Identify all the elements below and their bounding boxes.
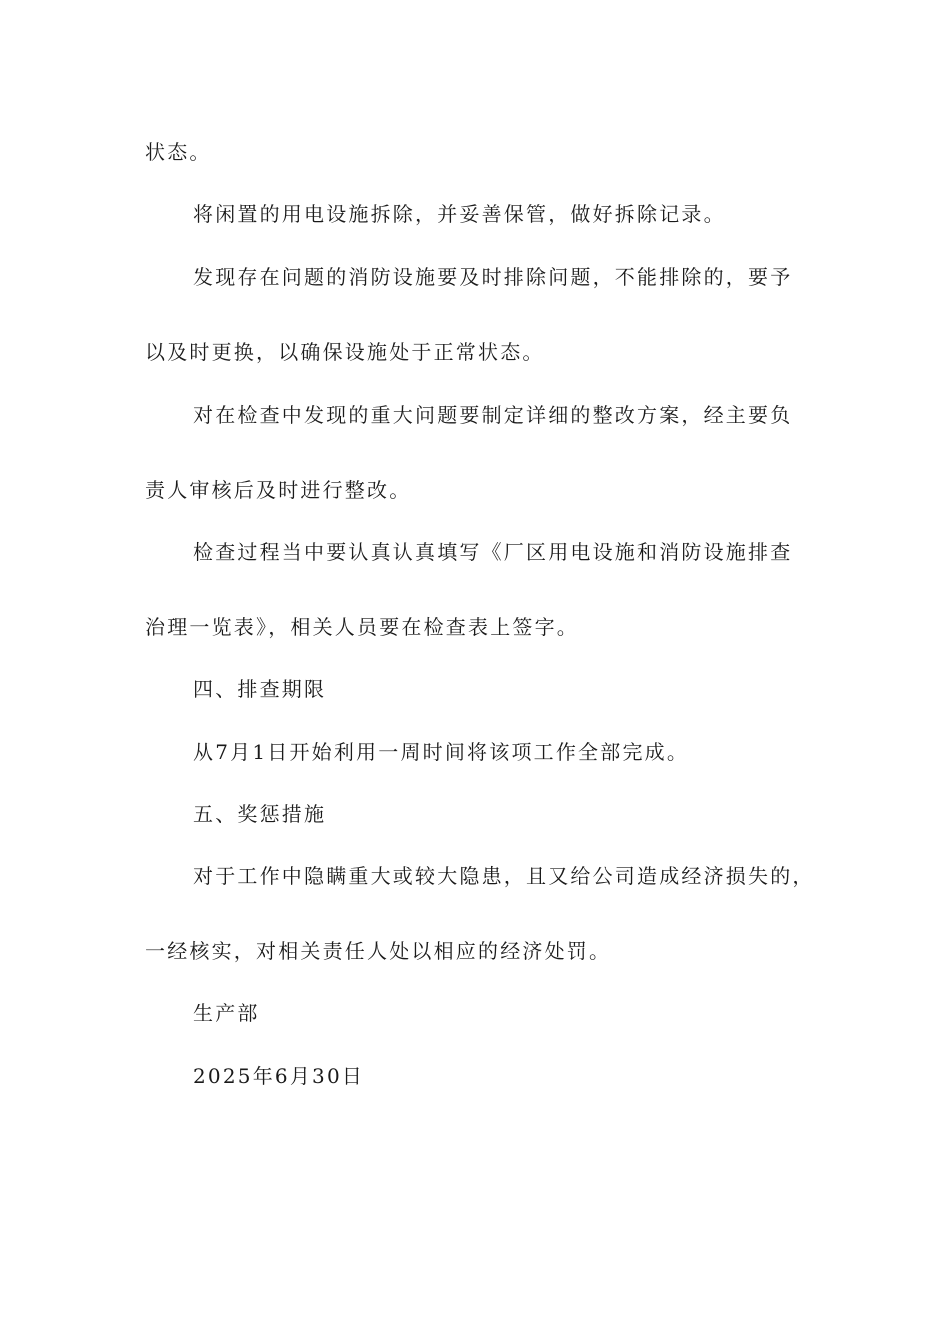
signature-department: 生产部 — [193, 1001, 260, 1025]
paragraph-remove-idle-facilities: 将闲置的用电设施拆除，并妥善保管，做好拆除记录。 — [193, 202, 726, 226]
paragraph-penalties-line1: 对于工作中隐瞒重大或较大隐患，且又给公司造成经济损失的， — [193, 864, 815, 888]
paragraph-inspection-period: 从7月1日开始利用一周时间将该项工作全部完成。 — [193, 740, 690, 764]
paragraph-major-issues-line2: 责人审核后及时进行整改。 — [145, 478, 412, 502]
paragraph-checklist-line2: 治理一览表》，相关人员要在检查表上签字。 — [145, 615, 579, 639]
paragraph-checklist-line1: 检查过程当中要认真认真填写《厂区用电设施和消防设施排查 — [193, 540, 793, 564]
paragraph-continuation-status: 状态。 — [145, 140, 212, 164]
section-heading-rewards-penalties: 五、奖惩措施 — [193, 802, 327, 826]
signature-date: 2025年6月30日 — [193, 1064, 365, 1088]
paragraph-penalties-line2: 一经核实，对相关责任人处以相应的经济处罚。 — [145, 939, 612, 963]
section-heading-inspection-period: 四、排查期限 — [193, 677, 327, 701]
paragraph-fire-facilities-line1: 发现存在问题的消防设施要及时排除问题，不能排除的，要予 — [193, 265, 793, 289]
paragraph-fire-facilities-line2: 以及时更换，以确保设施处于正常状态。 — [145, 340, 545, 364]
paragraph-major-issues-line1: 对在检查中发现的重大问题要制定详细的整改方案，经主要负 — [193, 403, 793, 427]
